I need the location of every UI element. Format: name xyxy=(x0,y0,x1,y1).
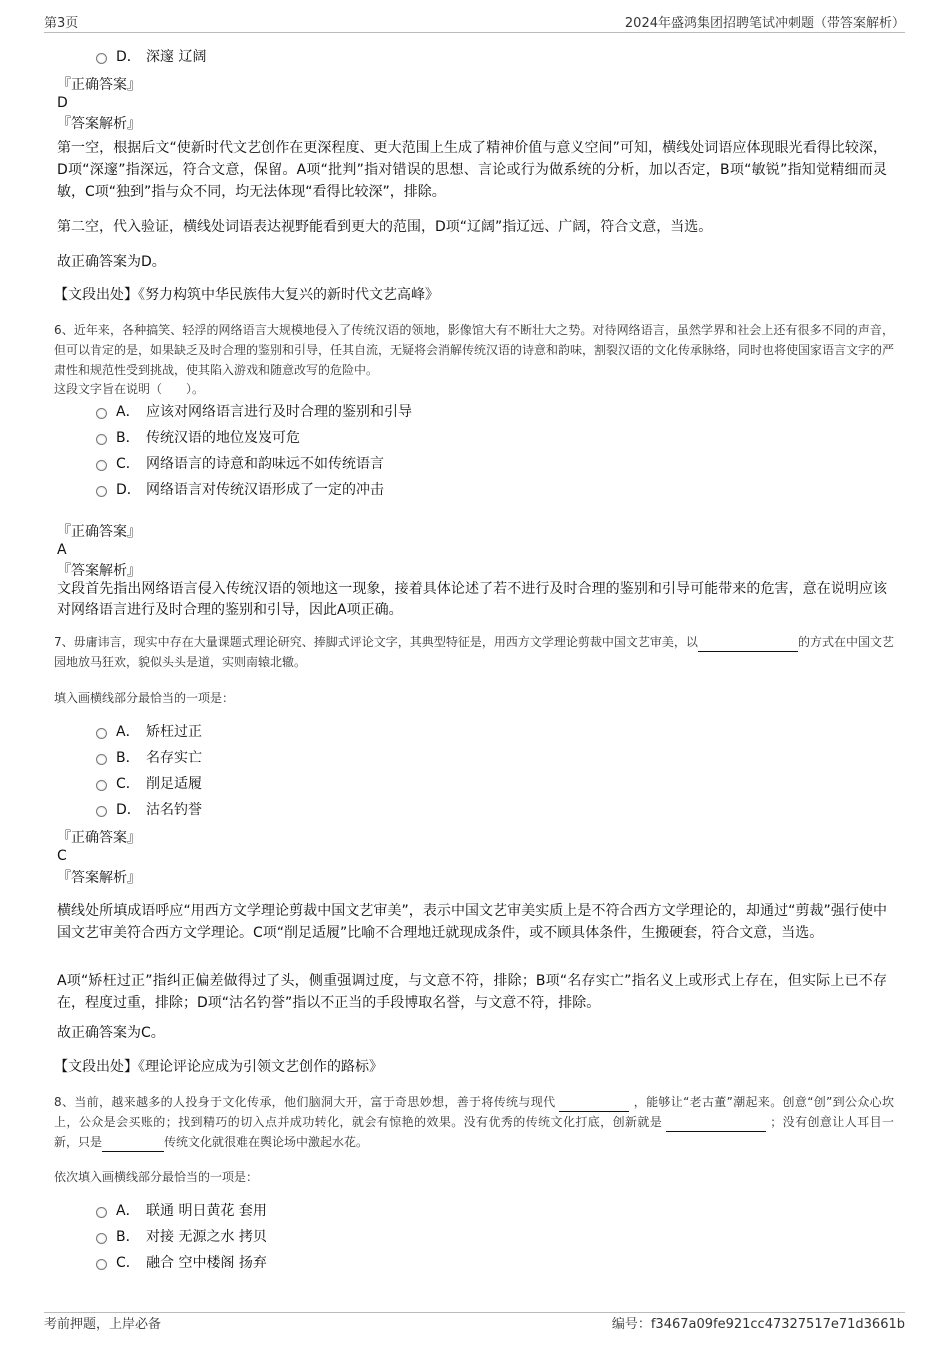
answer-value: A xyxy=(57,542,67,558)
radio-icon[interactable] xyxy=(96,460,107,471)
q5-option-d[interactable] xyxy=(96,47,206,67)
q6-option-a[interactable] xyxy=(96,402,412,422)
option-key: D． xyxy=(116,802,141,818)
question-7-prompt: 填入画横线部分最恰当的一项是： xyxy=(54,691,235,705)
option-text: 应该对网络语言进行及时合理的鉴别和引导 xyxy=(146,404,412,420)
radio-icon[interactable] xyxy=(96,1207,107,1218)
stem-text: 传统文化就很难在舆论场中激起水花。 xyxy=(164,1135,369,1149)
analysis-paragraph: 第二空，代入验证，横线处词语表达视野能看到更大的范围，D项“辽阔”指辽远、广阔，符合文意，当选。 xyxy=(57,219,713,235)
analysis-label: 『答案解析』 xyxy=(57,563,141,579)
analysis-label: 『答案解析』 xyxy=(57,870,141,886)
option-text: 网络语言的诗意和韵味远不如传统语言 xyxy=(146,456,384,472)
answer-value: C xyxy=(57,848,67,864)
option-key: A． xyxy=(116,1203,140,1219)
q6-option-c[interactable] xyxy=(96,454,384,474)
option-key: B． xyxy=(116,750,140,766)
option-key: C． xyxy=(116,776,140,792)
header-divider xyxy=(44,32,905,33)
option-key: D． xyxy=(116,49,141,65)
option-key: D． xyxy=(116,482,141,498)
analysis-conclusion: 故正确答案为D。 xyxy=(57,254,166,270)
stem-text: 的方式在中国文艺园地放马狂欢，貌似头头是道，实则南辕北辙。 xyxy=(54,635,894,669)
source-citation: 【文段出处】《理论评论应成为引领文艺创作的路标》 xyxy=(54,1059,383,1075)
answer-blank xyxy=(102,1137,164,1152)
option-text: 传统汉语的地位岌岌可危 xyxy=(146,430,300,446)
analysis-paragraph: 文段首先指出网络语言侵入传统汉语的领地这一现象，接着具体论述了若不进行及时合理的鉴别和引导可能带来的危害，意在说明应该对网络语言进行及时合理的鉴别和引导，因此A项正确。 xyxy=(57,581,887,618)
q7-option-c[interactable] xyxy=(96,774,202,794)
footer-slogan: 考前押题，上岸必备 xyxy=(44,1317,162,1332)
option-text: 削足适履 xyxy=(146,776,202,792)
radio-icon[interactable] xyxy=(96,806,107,817)
option-key: A． xyxy=(116,404,140,420)
answer-value: D xyxy=(57,95,68,111)
option-text: 联通 明日黄花 套用 xyxy=(146,1203,267,1219)
source-citation: 【文段出处】《努力构筑中华民族伟大复兴的新时代文艺高峰》 xyxy=(54,287,439,303)
answer-blank xyxy=(698,637,798,652)
option-text: 名存实亡 xyxy=(146,750,202,766)
question-7-stem xyxy=(54,632,894,672)
analysis-paragraph: 横线处所填成语呼应“用西方文学理论剪裁中国文艺审美”，表示中国文艺审美实质上是不符合西方文学理论的，却通过“剪裁”强行使中国文艺审美符合西方文学理论。C项“削足适履”比喻不合理地迁就现成条件，或不顾具体条件，生搬硬套，符合文意，当选。 xyxy=(57,903,887,941)
question-6-prompt: 这段文字旨在说明（ ）。 xyxy=(54,382,205,396)
answer-label: 『正确答案』 xyxy=(57,830,141,846)
q6-option-b[interactable] xyxy=(96,428,300,448)
answer-label: 『正确答案』 xyxy=(57,524,141,540)
option-text: 沽名钓誉 xyxy=(146,802,202,818)
radio-icon[interactable] xyxy=(96,754,107,765)
answer-blank xyxy=(559,1097,629,1112)
page-number: 第3页 xyxy=(44,16,79,31)
question-8-stem xyxy=(54,1092,894,1152)
option-key: B． xyxy=(116,430,140,446)
question-6-stem: 6、近年来，各种搞笑、轻浮的网络语言大规模地侵入了传统汉语的领地，影像馆大有不断壮大之势。对待网络语言，虽然学界和社会上还有很多不同的声音，但可以肯定的是，如果缺乏及时合理的鉴别和引导，任其自流，无疑将会消解传统汉语的诗意和韵味，割裂汉语的文化传承脉络，同时也将使国家语言文字的严肃性和规范性受到挑战，使其陷入游戏和随意改写的危险中。 xyxy=(54,323,895,377)
q8-option-a[interactable] xyxy=(96,1201,267,1221)
stem-text: ，能够让“老古董”潮起来。创意“创”到公众心坎上，公众是会买账的；找到精巧的切入点并成功转化，就会有惊艳的效果。没有优秀的传统文化打底，创新就是 xyxy=(54,1095,894,1129)
option-text: 网络语言对传统汉语形成了一定的冲击 xyxy=(146,482,384,498)
radio-icon[interactable] xyxy=(96,1233,107,1244)
q6-option-d[interactable] xyxy=(96,480,384,500)
question-8-prompt: 依次填入画横线部分最恰当的一项是： xyxy=(54,1170,259,1184)
radio-icon[interactable] xyxy=(96,434,107,445)
q8-option-b[interactable] xyxy=(96,1227,267,1247)
stem-text: 8、当前，越来越多的人投身于文化传承，他们脑洞大开，富于奇思妙想，善于将传统与现代 xyxy=(54,1095,556,1109)
answer-label: 『正确答案』 xyxy=(57,77,141,93)
document-title: 2024年盛鸿集团招聘笔试冲刺题（带答案解析） xyxy=(624,16,905,31)
option-text: 深邃 辽阔 xyxy=(146,49,207,65)
option-text: 矫枉过正 xyxy=(146,724,202,740)
radio-icon[interactable] xyxy=(96,780,107,791)
option-key: B． xyxy=(116,1229,140,1245)
option-key: C． xyxy=(116,456,140,472)
document-id: 编号：f3467a09fe921cc47327517e71d3661b xyxy=(611,1317,905,1332)
analysis-label: 『答案解析』 xyxy=(57,116,141,132)
q7-option-a[interactable] xyxy=(96,722,202,742)
radio-icon[interactable] xyxy=(96,53,107,64)
stem-text: ；没有创意让人耳目一新，只是 xyxy=(54,1115,894,1149)
radio-icon[interactable] xyxy=(96,486,107,497)
stem-text: 7、毋庸讳言，现实中存在大量课题式理论研究、捧脚式评论文字，其典型特征是，用西方文学理论剪裁中国文艺审美，以 xyxy=(54,635,698,649)
analysis-conclusion: 故正确答案为C。 xyxy=(57,1025,165,1041)
option-key: C． xyxy=(116,1255,140,1271)
radio-icon[interactable] xyxy=(96,1259,107,1270)
radio-icon[interactable] xyxy=(96,408,107,419)
option-key: A． xyxy=(116,724,140,740)
answer-blank xyxy=(666,1117,766,1132)
analysis-paragraph: 第一空，根据后文“使新时代文艺创作在更深程度、更大范围上生成了精神价值与意义空间”可知，横线处词语应体现眼光看得比较深，D项“深邃”指深远，符合文意，保留。A项“批判”指对错误的思想、言论或行为做系统的分析，加以否定，B项“敏锐”指知觉精细而灵敏，C项“独到”指与众不同，均无法体现“看得比较深”，排除。 xyxy=(57,140,887,200)
analysis-paragraph: A项“矫枉过正”指纠正偏差做得过了头，侧重强调过度，与文意不符，排除；B项“名存实亡”指名义上或形式上存在，但实际上已不存在，程度过重，排除；D项“沽名钓誉”指以不正当的手段博取名誉，与文意不符，排除。 xyxy=(57,973,887,1011)
q7-option-b[interactable] xyxy=(96,748,202,768)
option-text: 融合 空中楼阁 扬弃 xyxy=(146,1255,267,1271)
q8-option-c[interactable] xyxy=(96,1253,267,1273)
radio-icon[interactable] xyxy=(96,728,107,739)
option-text: 对接 无源之水 拷贝 xyxy=(146,1229,267,1245)
q7-option-d[interactable] xyxy=(96,800,202,820)
